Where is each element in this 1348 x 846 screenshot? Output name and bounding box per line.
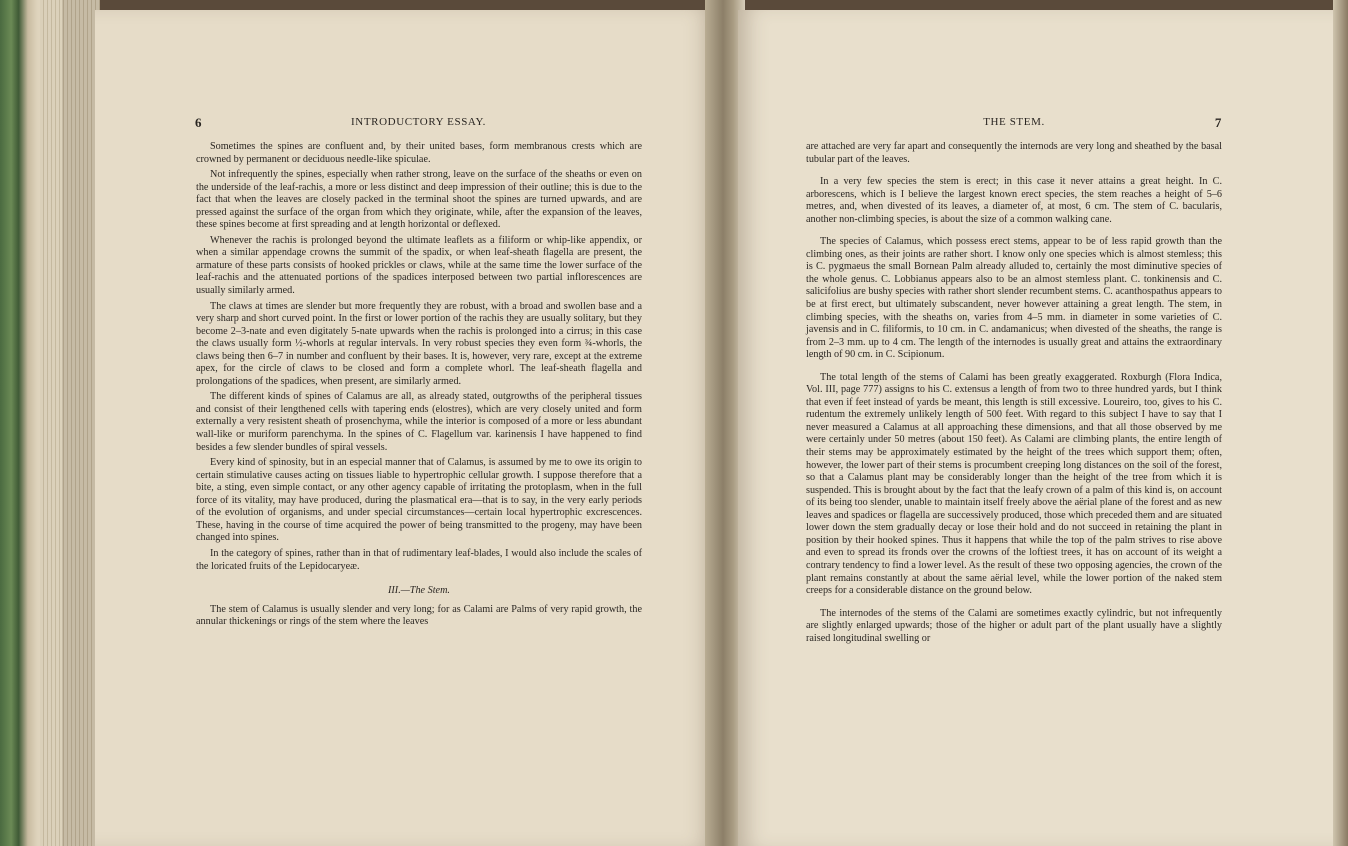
left-running-head: INTRODUCTORY ESSAY. (351, 116, 486, 128)
right-text-column (806, 141, 1222, 648)
left-paragraph-2: Not infrequently the spines, especially when rather strong, leave on the surface of the sheaths or even on the underside of the leaf-rachis, a more or less distinct and deep impression of their outline; this is due to the fact that when the leaves are closely packed in the terminal shoot the spines are turned upwards, and are pressed against the surface of the organ from which they originate, while, after the expansion of the leaves, these spines become at first spreading and at length horizontal or deflexed. (196, 169, 642, 231)
left-text-column (196, 141, 642, 632)
right-paragraph-3: The species of Calamus, which possess erect stems, appear to be of less rapid growth than the climbing ones, as their joints are rather short. I know only one species which is almost stemless; this is C. pygmaeus the small Bornean Palm already alluded to, certainly the most diminutive species of the whole genus. C. Lobbianus appears also to be an almost stemless plant. C. tonkinensis and C. salicifolius are bushy species with rather short slender recumbent stems. C. acanthospathus appears to be at first erect, but ultimately subscandent, never however attaining a great length. The stem, in climbing species, with the sheaths on, varies from 4–5 mm. in diameter in some varieties of C. javensis and in C. filiformis, to 10 cm. in C. andamanicus; when divested of the sheaths, the range is from 2–3 mm. up to 4 cm. The length of the internodes is usually great and attains the extraordinary length of 90 cm. in C. Scipionum. (806, 236, 1222, 361)
left-section-paragraph: The stem of Calamus is usually slender and very long; for as Calami are Palms of very rapid growth, the annular thickenings or rings of the stem where the leaves (196, 603, 642, 628)
left-paragraph-6: Every kind of spinosity, but in an especial manner that of Calamus, is assumed by me to owe its origin to certain stimulative causes acting on tissues liable to hypertrophic cellular growth. I suppose therefore that a bite, a sting, even simple contact, or any other agency capable of irritating the protoplasm, when in the full force of its vitality, may have produced, during the plasmatical era—that is to say, in the very early periods of the evolution of organisms, and under special circumstances—certain local hypertrophic excrescences. These, having in the course of time acquired the power of being transmitted to the progeny, may have been changed into spines. (196, 457, 642, 544)
left-paragraph-1: Sometimes the spines are confluent and, by their united bases, form membranous crests which are crowned by permanent or deciduous needle-like spiculae. (196, 141, 642, 165)
right-paragraph-4: The total length of the stems of Calami has been greatly exaggerated. Roxburgh (Flora Indica, Vol. III, page 777) assigns to his C. extensus a length of from two to three hundred yards, but I think that even if feet instead of yards be meant, this length is still excessive. Loureiro, too, gives to his C. rudentum the extremely unlikely length of 500 feet. With regard to this subject I have to say that I never measured a Calamus at all approaching these dimensions, and that all those observed by me were certainly under 50 metres (about 150 feet). As Calami are climbing plants, the entire length of their stems may be approximately estimated by the height of the trees which support them; often, however, the lower part of their stems is procumbent creeping long distances on the soil of the forest, so that a Calamus plant may be considerably longer than the height of the tree from which it is suspended. This is brought about by the fact that the leafy crown of a palm of this kind is, on account of its being too slender, unable to maintain itself freely above the aërial plane of the forest and as new leaves and spadices or flagella are successively produced, those which preceded them and are situated lower down the stem gradually decay or lose their hold and do not succeed in retaining the plant in position by their hooked spines. Thus it happens that while the top of the palm strives to rise above and even to spread its fronds over the crowns of the loftiest trees, it has on account of its weight a contrary tendency to find a lower level. As the result of these two opposing agencies, the crown of the plant remains constantly at about the same aërial level, while the lower portion of the naked stem creeps for a considerable distance on the ground below. (806, 371, 1222, 597)
right-paragraph-2: In a very few species the stem is erect; in this case it never attains a great height. In C. arborescens, which is I believe the largest known erect species, the stem reaches a height of 5–6 metres, and, when divested of its leaves, a diameter of, at most, 6 cm. The stem of C. bacularis, another non-climbing species, is about the size of a common walking cane. (806, 176, 1222, 225)
left-paragraph-5: The different kinds of spines of Calamus are all, as already stated, outgrowths of the peripheral tissues and consist of their lengthened cells with tapering ends (elostres), which are very closely united and form externally a very resistent sheath of prosenchyma, while the interior is composed of a more or less abundant wall-like or muriform parenchyma. In the spines of C. Flagellum var. karinensis I have happened to find besides a few slender bundles of spiral vessels. (196, 391, 642, 453)
right-paragraph-1: are attached are very far apart and consequently the internods are very long and sheathed by the basal tubular part of the leaves. (806, 141, 1222, 165)
left-paragraph-3: Whenever the rachis is prolonged beyond the ultimate leaflets as a filiform or whip-like appendix, or when a similar appendage crowns the summit of the spadix, or when leaf-sheath flagella are present, the armature of these parts consists of hooked prickles or claws, while at the same time the lower surface of the leaf-rachis and the attenuated portions of the spadices interposed between two partial inflorescences are usually similarly armed. (196, 234, 642, 297)
left-paragraph-7: In the category of spines, rather than in that of rudimentary leaf-blades, I would also include the scales of the loricated fruits of the Lepidocaryeæ. (196, 547, 642, 572)
left-page-number: 6 (195, 115, 203, 130)
right-running-head: THE STEM. (983, 116, 1045, 128)
right-paragraph-5: The internodes of the stems of the Calami are sometimes exactly cylindric, but not infrequently are slightly enlarged upwards; those of the higher or adult part of the plant usually have a slightly raised longitudinal swelling or (806, 607, 1222, 644)
right-running-header (806, 116, 1222, 134)
section-heading: III.—The Stem. (388, 585, 450, 597)
left-paragraph-4: The claws at times are slender but more frequently they are robust, with a broad and swollen base and a very sharp and short curved point. In the first or lower portion of the rachis they are usually solitary, but they become 2–3-nate and even digitately 5-nate upwards when the rachis is prolonged into a cirrus; in this case the claws usually form ½-whorls at regular intervals. In very robust species they even form ¾-whorls, the claws being then 6–7 in number and confluent by their bases. It is, however, very rare, except at the extreme apex, for the circle of claws to be closed and form a complete whorl. The leaf-sheath flagella and prolongations of the spadices, when present, are similarly armed. (196, 300, 642, 387)
page-edges (40, 0, 100, 846)
left-running-header (195, 116, 642, 134)
right-page-number: 7 (1214, 115, 1222, 130)
page-edge-right (1333, 0, 1348, 846)
